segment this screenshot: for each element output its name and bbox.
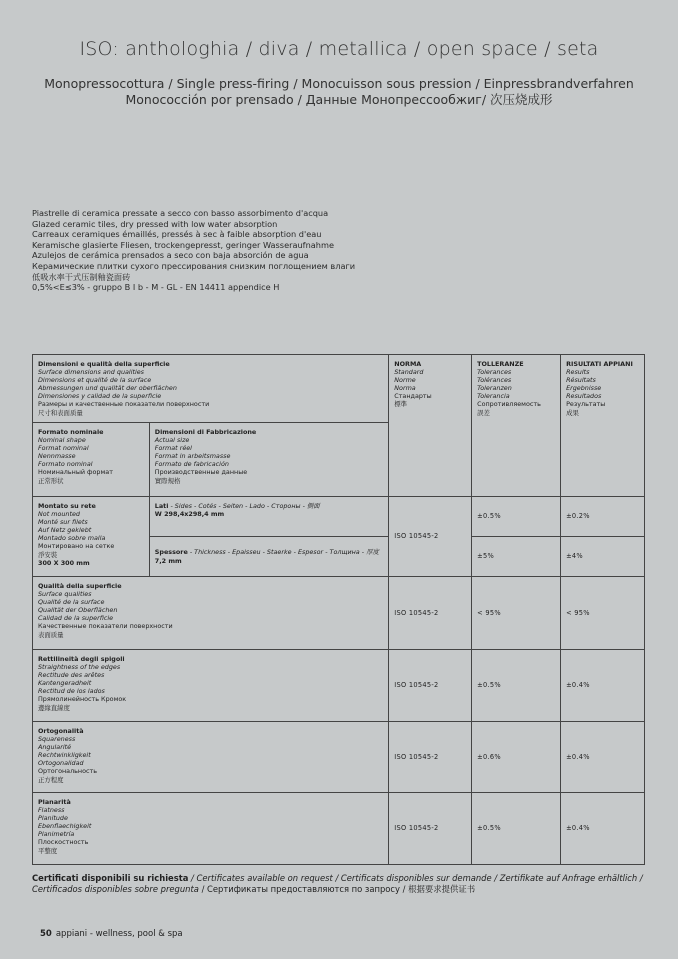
header-label: Tolerancia — [477, 392, 510, 401]
intro-line: Azulejos de cerámica prensados a seco con baja absorción de agua — [32, 250, 309, 261]
sides-value: W 298,4x298,4 mm — [154, 510, 225, 519]
squareness-cell — [33, 722, 389, 793]
header-label: 尺寸和表面质量 — [38, 408, 83, 417]
row-label: Плоскостность — [38, 838, 89, 847]
squareness-tolerance: ±0.6% — [472, 722, 561, 793]
row-label: Angularité — [38, 743, 72, 752]
row-label: Planitude — [38, 814, 68, 823]
row-label: 正方程度 — [38, 775, 64, 784]
row-label: 表面质量 — [38, 630, 64, 639]
row-label: Format in arbeitsmasse — [154, 452, 231, 461]
row-label: 淨安裝 — [38, 550, 58, 559]
thickness-cell — [149, 537, 388, 577]
row-label: Format réel — [154, 444, 192, 453]
header-label: Norme — [394, 376, 416, 385]
row-label: Surface qualities — [38, 590, 92, 599]
row-label: Montato su rete — [38, 502, 96, 510]
flatness-cell — [33, 793, 389, 865]
header-label: Размеры и качественные показатели поверхности — [38, 400, 210, 409]
header-results-cell — [561, 355, 645, 497]
row-label: Not mounted — [38, 510, 80, 519]
product-description — [32, 208, 452, 293]
row-label: Ortogonalità — [38, 727, 84, 735]
intro-line: Carreaux ceramiques émaillés, pressés à sec à faible absorption d'eau — [32, 229, 322, 240]
row-label: Planimetría — [38, 830, 75, 839]
table-header-row — [33, 355, 645, 423]
flatness-tolerance: ±0.5% — [472, 793, 561, 865]
intro-line: Glazed ceramic tiles, dry pressed with low water absorption — [32, 218, 278, 229]
header-label: TOLLERANZE — [477, 360, 524, 368]
header-dimensions-cell — [33, 355, 389, 423]
row-label: Rechtwinkligkeit — [38, 751, 91, 760]
row-label: Squareness — [38, 735, 76, 744]
specifications-table — [32, 354, 645, 865]
footer-text: appiani - wellness, pool & spa — [55, 929, 183, 939]
header-label: Tolerances — [477, 368, 512, 377]
row-label: Качественные показатели поверхности — [38, 622, 173, 631]
page-number: 50 — [40, 929, 52, 939]
row-label: Qualità della superficie — [38, 582, 122, 590]
row-label: Actual size — [154, 436, 190, 445]
sides-cell — [149, 497, 388, 537]
header-label: Dimensiones y calidad de la superficie — [38, 392, 162, 401]
squareness-norma: ISO 10545-2 — [389, 722, 472, 793]
header-label: Результаты — [566, 400, 606, 409]
row-label: Qualité de la surface — [38, 598, 105, 607]
thickness-value: 7,2 mm — [154, 556, 182, 565]
row-label: Nennmasse — [38, 452, 76, 461]
row-label: Monté sur filets — [38, 518, 88, 527]
row-label: Qualität der Oberflächen — [38, 606, 118, 615]
row-label: Straightness of the edges — [38, 663, 121, 672]
table-row — [33, 793, 645, 865]
header-label: Resultados — [566, 392, 602, 401]
header-norma-cell — [389, 355, 472, 497]
certificates-translations: / Certificates available on request / Certificats disponibles sur demande / Zertifikate auf Anfrage erhältlich / — [188, 873, 643, 883]
header-label: 誤差 — [477, 408, 490, 417]
sides-result: ±0.2% — [561, 497, 645, 537]
intro-line: 低吸水率干式压制釉瓷面砖 — [32, 271, 131, 282]
row-label: Formato nominale — [38, 428, 104, 436]
row-label: Производственные данные — [154, 468, 248, 477]
header-label: Abmessungen und qualität der oberflächen — [38, 384, 177, 393]
row-label: 平整度 — [38, 846, 58, 855]
header-label: Dimensioni e qualità della superficie — [38, 360, 170, 368]
header-label: RISULTATI APPIANI — [566, 360, 633, 368]
certificates-line-1 — [32, 873, 652, 884]
row-label: Kantengeradheit — [38, 679, 92, 688]
sides-label-line — [155, 502, 383, 510]
surface-quality-cell — [33, 577, 389, 650]
table-row — [33, 497, 645, 537]
sides-translations: - Sides - Cotés - Seiten - Lado - Стороны - 侧面 — [168, 502, 320, 510]
table-row — [33, 722, 645, 793]
row-label: Монтировано на сетке — [38, 542, 115, 551]
thickness-result: ±4% — [561, 537, 645, 577]
row-label: 正常形状 — [38, 476, 64, 485]
row-label: Nominal shape — [38, 436, 86, 445]
row-label: Rettilineità degli spigoli — [38, 655, 125, 663]
row-label: 實際規格 — [154, 476, 181, 485]
subtitle-line: Monopressocottura / Single press-firing / Monocuisson sous pression / Einpressbrandverfahren — [44, 76, 634, 91]
thickness-label: Spessore — [154, 548, 188, 557]
sides-label: Lati — [154, 502, 169, 510]
row-label: Montado sobre malla — [38, 534, 106, 543]
mounted-size: 300 X 300 mm — [38, 558, 90, 567]
header-label: NORMA — [394, 360, 422, 368]
nominal-format-cell — [33, 423, 150, 497]
mounted-cell — [33, 497, 150, 577]
row-label: Planarità — [38, 798, 71, 806]
squareness-result: ±0.4% — [561, 722, 645, 793]
header-label: Surface dimensions and qualities — [38, 368, 145, 377]
intro-line: Piastrelle di ceramica pressate a secco con basso assorbimento d'acqua — [32, 208, 329, 218]
row-label: Flatness — [38, 806, 65, 815]
certificates-note — [32, 873, 652, 895]
row-label: Rectitud de los lados — [38, 687, 105, 696]
thickness-translations: - Thickness - Epaisseu - Staerke - Espesor - Толщина - 厚度 — [187, 548, 379, 557]
header-label: 標準 — [394, 400, 408, 409]
row-label: Ortogonalidad — [38, 759, 84, 768]
flatness-norma: ISO 10545-2 — [389, 793, 472, 865]
header-label: Results — [566, 368, 590, 377]
sides-tolerance: ±0.5% — [472, 497, 561, 537]
intro-line: 0,5%<E≤3% - gruppo B I b - M - GL - EN 14411 appendice H — [32, 282, 280, 293]
certificates-line-2 — [32, 884, 652, 895]
page-title: ISO: anthologhia / diva / metallica / open space / seta — [79, 38, 599, 60]
row-label: Auf Netz geklebt — [38, 526, 92, 535]
straightness-result: ±0.4% — [561, 650, 645, 722]
straightness-cell — [33, 650, 389, 722]
header-label: Dimensions et qualité de la surface — [38, 376, 152, 385]
row-label: Ортогональность — [38, 767, 98, 776]
row-label: Rectitude des arêtes — [38, 671, 105, 680]
table-row — [33, 650, 645, 722]
row-label: Formato de fabricación — [154, 460, 229, 469]
flatness-result: ±0.4% — [561, 793, 645, 865]
certificates-translations: / Сертификаты предоставляются по запросу / 根据要求提供证书 — [198, 884, 476, 894]
surface-norma: ISO 10545-2 — [389, 577, 472, 650]
straightness-norma: ISO 10545-2 — [389, 650, 472, 722]
row-label: Format nominal — [38, 444, 89, 453]
header-label: Standard — [394, 368, 424, 377]
straightness-tolerance: ±0.5% — [472, 650, 561, 722]
certificates-spanish: Certificados disponibles sobre pregunta — [32, 884, 199, 894]
intro-line: Keramische glasierte Fliesen, trockengepresst, geringer Wasseraufnahme — [32, 239, 334, 250]
process-subtitle — [0, 76, 678, 108]
header-label: Résultats — [566, 376, 596, 385]
page-footer — [40, 929, 183, 939]
header-label: Norma — [394, 384, 416, 393]
row-label: Dimensioni di Fabbricazione — [154, 428, 257, 436]
certificates-heading: Certificati disponibili su richiesta — [32, 873, 189, 883]
manufacture-dimensions-cell — [149, 423, 388, 497]
header-label: Ergebnisse — [566, 384, 602, 393]
header-label: Стандарты — [394, 392, 432, 401]
thickness-label-line — [155, 548, 383, 556]
row-label: Calidad de la superficie — [38, 614, 114, 623]
header-label: Tolérances — [477, 376, 512, 385]
subtitle-line: Monococción por prensado / Данные Монопрессообжиг/ 次压烧成形 — [125, 92, 553, 107]
header-label: 成果 — [566, 408, 579, 417]
row-label: Прямолинейность Кромок — [38, 695, 127, 704]
row-label: 邊緣直線度 — [38, 703, 70, 712]
row-label: Ebenflaechigkeit — [38, 822, 92, 831]
row-label: Formato nominal — [38, 460, 93, 469]
intro-line: Керамические плитки сухого прессирования снизким поглощением влаги — [32, 260, 356, 271]
surface-tolerance: < 95% — [472, 577, 561, 650]
thickness-tolerance: ±5% — [472, 537, 561, 577]
header-label: Сопротивляемость — [477, 400, 541, 409]
header-label: Toleranzen — [477, 384, 512, 393]
surface-result: < 95% — [561, 577, 645, 650]
header-tolerances-cell — [472, 355, 561, 497]
mounted-norma: ISO 10545-2 — [389, 497, 472, 577]
row-label: Номинальный формат — [38, 468, 113, 477]
table-row — [33, 577, 645, 650]
